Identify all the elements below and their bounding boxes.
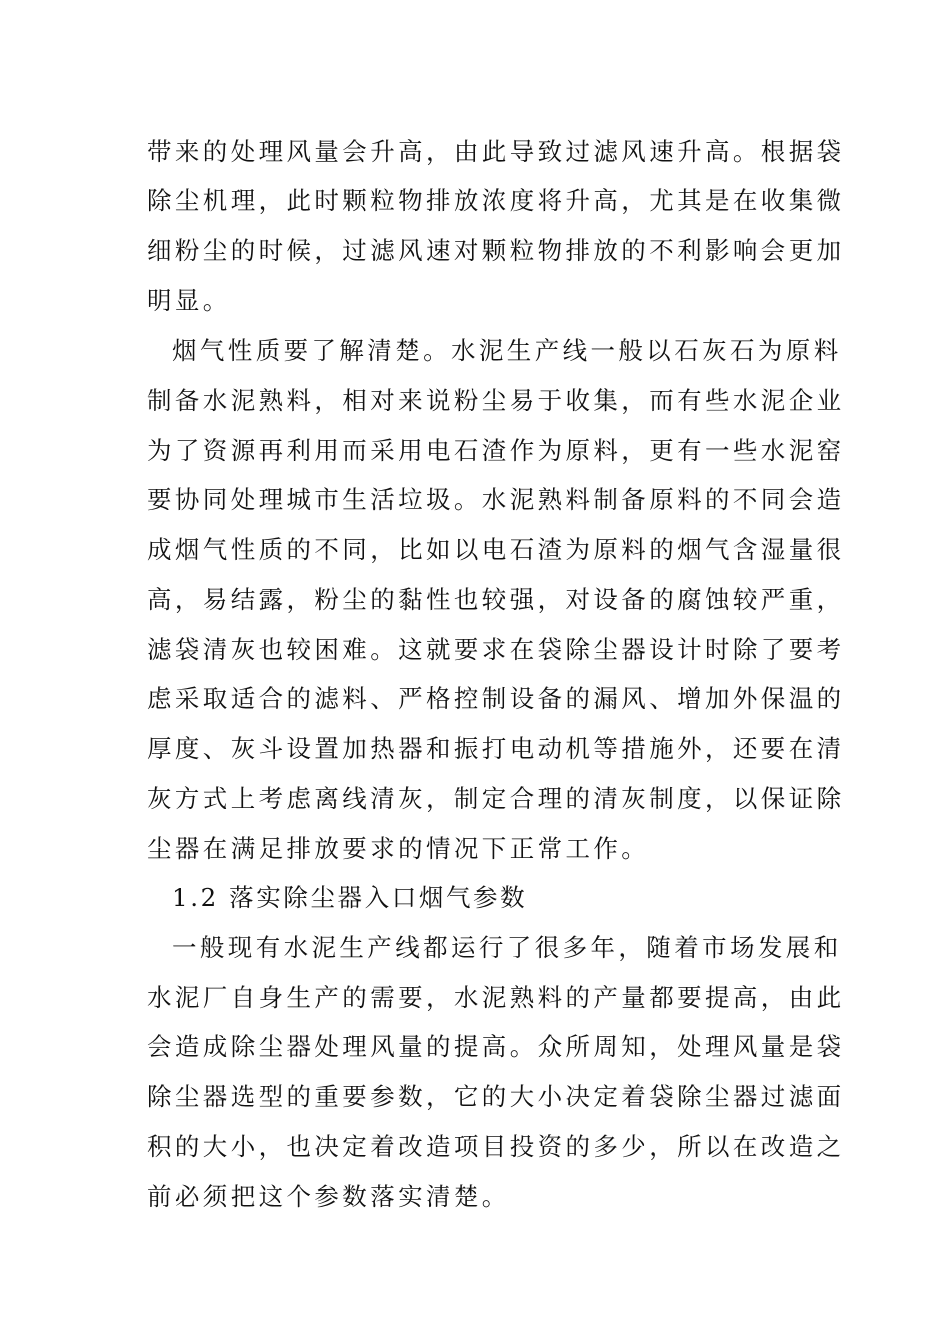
- text-line: 为了资源再利用而采用电石渣作为原料，更有一些水泥窑: [147, 436, 845, 465]
- text-line: 成烟气性质的不同，比如以电石渣为原料的烟气含湿量很: [147, 535, 845, 564]
- text-line: 除尘机理，此时颗粒物排放浓度将升高，尤其是在收集微: [147, 186, 845, 215]
- section-heading: 1.2 落实除尘器入口烟气参数: [172, 883, 528, 912]
- text-line: 明显。: [147, 286, 231, 315]
- text-line: 高，易结露，粉尘的黏性也较强，对设备的腐蚀较严重，: [147, 585, 845, 614]
- text-line: 会造成除尘器处理风量的提高。众所周知，处理风量是袋: [147, 1032, 845, 1061]
- text-line: 滤袋清灰也较困难。这就要求在袋除尘器设计时除了要考: [147, 635, 845, 664]
- text-line: 厚度、灰斗设置加热器和振打电动机等措施外，还要在清: [147, 734, 845, 763]
- text-line: 积的大小，也决定着改造项目投资的多少，所以在改造之: [147, 1132, 845, 1161]
- text-line: 一般现有水泥生产线都运行了很多年，随着市场发展和: [172, 933, 842, 962]
- text-line: 制备水泥熟料，相对来说粉尘易于收集，而有些水泥企业: [147, 386, 845, 415]
- text-line: 除尘器选型的重要参数，它的大小决定着袋除尘器过滤面: [147, 1082, 845, 1111]
- text-line: 要协同处理城市生活垃圾。水泥熟料制备原料的不同会造: [147, 485, 845, 514]
- text-line: 尘器在满足排放要求的情况下正常工作。: [147, 834, 650, 863]
- text-line: 虑采取适合的滤料、严格控制设备的漏风、增加外保温的: [147, 684, 845, 713]
- text-line: 烟气性质要了解清楚。水泥生产线一般以石灰石为原料: [172, 336, 842, 365]
- text-line: 前必须把这个参数落实清楚。: [147, 1182, 510, 1211]
- text-line: 细粉尘的时候，过滤风速对颗粒物排放的不利影响会更加: [147, 236, 845, 265]
- text-line: 带来的处理风量会升高，由此导致过滤风速升高。根据袋: [147, 137, 845, 166]
- text-line: 水泥厂自身生产的需要，水泥熟料的产量都要提高，由此: [147, 983, 845, 1012]
- text-line: 灰方式上考虑离线清灰，制定合理的清灰制度，以保证除: [147, 784, 845, 813]
